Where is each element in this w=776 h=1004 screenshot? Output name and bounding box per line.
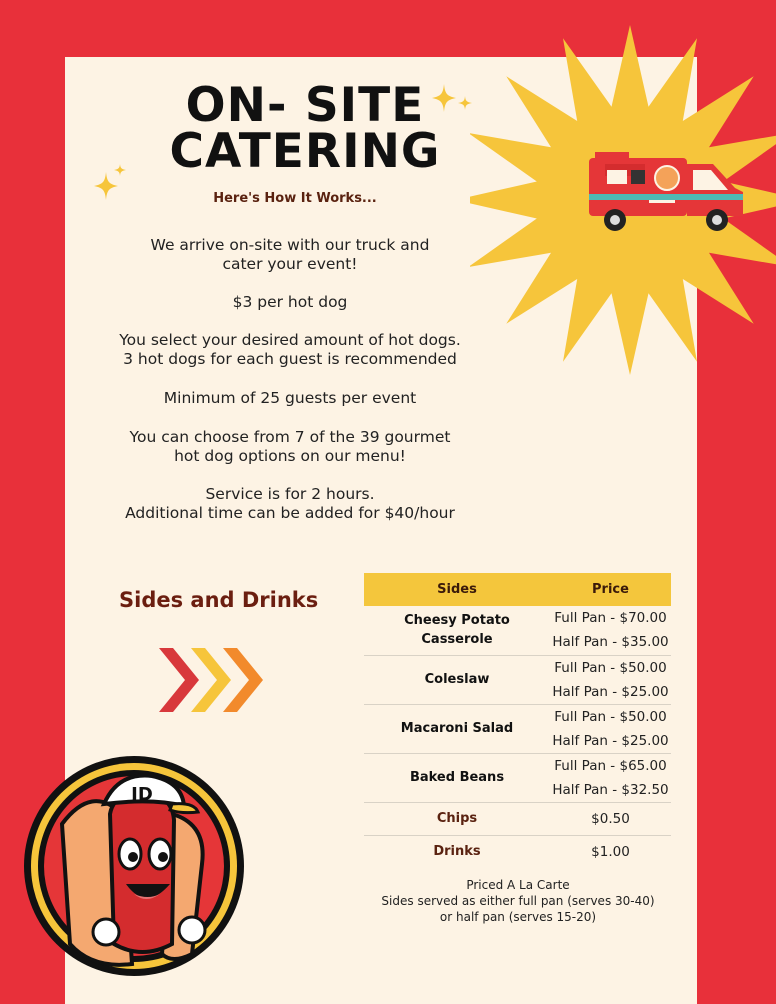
- side-name: Drinks: [433, 844, 481, 860]
- side-name: Coleslaw: [424, 672, 490, 687]
- table-row: [364, 753, 671, 802]
- page-title-line-2: CATERING: [169, 124, 441, 179]
- full-pan-price: Full Pan - $50.00: [554, 708, 667, 725]
- side-price: $1.00: [591, 843, 630, 860]
- full-pan-price: Full Pan - $70.00: [554, 610, 667, 627]
- info-block-options: [80, 428, 500, 466]
- note-line: Priced A La Carte: [466, 878, 570, 892]
- info-line: Service is for 2 hours.: [205, 485, 375, 503]
- sides-heading: Sides and Drinks: [119, 588, 319, 612]
- table-row: [364, 655, 671, 704]
- sparkle-icon: [90, 162, 130, 206]
- subtitle: Here's How It Works...: [213, 191, 377, 206]
- info-line: Minimum of 25 guests per event: [163, 389, 417, 407]
- info-block-arrival: [80, 236, 500, 274]
- table-header-row: [364, 573, 671, 606]
- half-pan-price: Half Pan - $35.00: [552, 634, 669, 651]
- info-line: $3 per hot dog: [232, 293, 348, 311]
- pricing-notes: [368, 877, 668, 925]
- table-row: [364, 606, 671, 655]
- info-block-service: [80, 485, 500, 523]
- table-row: [364, 802, 671, 835]
- note-line: or half pan (serves 15-20): [439, 910, 597, 924]
- food-truck-illustration: [585, 150, 747, 236]
- half-pan-price: Half Pan - $25.00: [552, 732, 669, 749]
- mascot-cap-text: JD: [131, 784, 153, 805]
- info-line: cater your event!: [222, 255, 358, 273]
- info-line: 3 hot dogs for each guest is recommended: [123, 350, 457, 368]
- side-price: [550, 753, 671, 802]
- info-line: hot dog options on our menu!: [174, 447, 406, 465]
- column-header-sides: Sides: [364, 573, 550, 606]
- info-line: You select your desired amount of hot dogs.: [119, 331, 461, 349]
- side-price: [550, 655, 671, 704]
- sides-price-table: [364, 573, 671, 868]
- table-row: [364, 835, 671, 868]
- column-header-price: Price: [550, 573, 671, 606]
- half-pan-price: Half Pan - $25.00: [552, 683, 669, 700]
- info-line: We arrive on-site with our truck and: [150, 236, 430, 254]
- full-pan-price: Full Pan - $50.00: [554, 659, 667, 676]
- side-name: Cheesy Potato Casserole: [404, 613, 510, 648]
- chevron-right-arrows-icon: [155, 642, 270, 718]
- half-pan-price: Half Pan - $32.50: [552, 781, 669, 798]
- table-row: [364, 704, 671, 753]
- info-block-quantity: [80, 331, 500, 369]
- side-name: Macaroni Salad: [400, 721, 514, 736]
- side-price: $0.50: [591, 810, 630, 827]
- side-name: Chips: [436, 811, 478, 826]
- full-pan-price: Full Pan - $65.00: [554, 757, 667, 774]
- info-line: Additional time can be added for $40/hour: [125, 504, 455, 522]
- hot-dog-mascot-logo: [22, 754, 247, 979]
- side-name: Baked Beans: [409, 770, 505, 785]
- info-line: You can choose from 7 of the 39 gourmet: [129, 428, 451, 446]
- side-price: [550, 704, 671, 753]
- info-block-price: [80, 293, 500, 312]
- note-line: Sides served as either full pan (serves 30-40): [381, 894, 655, 908]
- info-block-minimum: [80, 389, 500, 408]
- side-price: [550, 606, 671, 655]
- page-title-line-1: ON- SITE: [185, 78, 425, 133]
